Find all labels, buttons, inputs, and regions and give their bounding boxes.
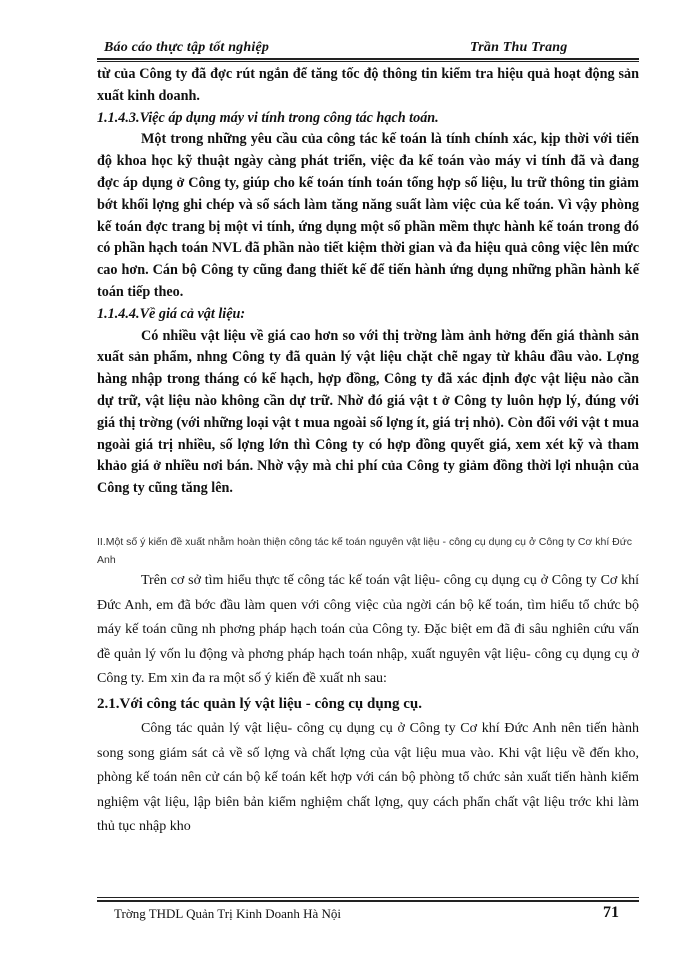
footer-rule-thick [97,900,639,902]
heading-1-1-4-4: 1.1.4.4.Về giá cả vật liệu: [97,305,246,322]
paragraph-intro: từ của Công ty đã đợc rút ngắn để tăng tốc độ thông tin kiểm tra hiệu quả hoạt động sản xuất kinh doanh. [97,66,639,104]
paragraph-1-1-4-4: Có nhiều vật liệu về giá cao hơn so với thị trờng làm ảnh hởng đến giá thành sản xuất sản phẩm, nhng Công ty đã quản lý vật liệu chặt chẽ ngay từ khâu đầu vào. Lợng hàng nhập trong tháng có kế hạch, hợp đồng, Công ty đã xác định đợc vật liệu nào cần dự trữ, vật liệu nào không cần dự trữ. Nhờ đó giá vật t ở Công ty luôn hợp lý, đúng với giá thị trờng (với những loại vật t mua ngoài số lợng ít, giá trị nhỏ). Còn đối với vật t mua ngoài giá trị nhiều, số lợng lớn thì Công ty có hợp đồng quyết giá, xem xét kỹ và tham khảo giá ở nhiều nơi bán. Nhờ vậy mà chi phí của Công ty giảm đồng thời lợi nhuận của Công ty cũng tăng lên. [97,327,639,497]
heading-1-1-4-3: 1.1.4.3.Việc áp dụng máy vi tính trong công tác hạch toán. [97,109,439,126]
paragraph-2-1: Công tác quản lý vật liệu- công cụ dụng cụ ở Công ty Cơ khí Đức Anh nên tiến hành song song giám sát cả về số lợng và chất lợng của vật liệu mua vào. Khi vật liệu về đến kho, phòng kế toán nên cử cán bộ kế toán kết hợp với cán bộ phòng tổ chức sản xuất tiến hành kiểm nghiệm vật liệu, lập biên bản kiểm nghiệm chất lợng, quy cách phẩn chất vật liệu trớc khi làm thủ tục nhập kho [97,720,639,835]
page-body [97,64,639,840]
header-author-name: Trần Thu Trang [470,40,568,55]
section-heading-II: II.Một số ý kiến đề xuất nhằm hoàn thiện công tác kế toán nguyên vật liệu - công cụ dụng cụ ở Công ty Cơ khí Đức Anh [97,535,633,566]
header-rule-thick [97,58,639,60]
footer-school-name: Trờng THDL Quản Trị Kinh Doanh Hà Nội [114,906,342,921]
header-rule-thin [97,61,639,62]
page-number: 71 [603,904,619,921]
paragraph-1-1-4-3: Một trong những yêu cầu của công tác kế toán là tính chính xác, kịp thời với tiến độ khoa học kỹ thuật ngày càng phát triển, việc đa kế toán vào máy vi tính đã và đang đợc áp dụng ở Công ty, giúp cho kế toán tính toán tổng hợp số liệu, lu trữ thông tin giảm bớt khối lợng ghi chép và sổ sách làm tăng năng suất làm việc của kế toán. Vì vậy phòng kế toán đợc trang bị một vi tính, ứng dụng một số phần mềm thực hành kế toán trong đó có phần hạch toán NVL đã phần nào tiết kiệm thời gian và đa hiệu quả công việc lên mức cao hơn. Cán bộ Công ty cũng đang thiết kế để tiến hành ứng dụng những phần hành kế toán tiếp theo. [97,131,639,300]
heading-2-1: 2.1.Với công tác quản lý vật liệu - công cụ dụng cụ. [97,695,423,712]
paragraph-II: Trên cơ sở tìm hiểu thực tế công tác kế toán vật liệu- công cụ dụng cụ ở Công ty Cơ khí Đức Anh, em đã bớc đầu làm quen với công việc của ngời cán bộ kế toán, tìm hiểu tổ chức bộ máy kế toán cũng nh phơng pháp hạch toán của Công ty. Đặc biệt em đã đi sâu nghiên cứu vấn đề quản lý vốn lu động và phơng pháp hạch toán nhập, xuất nguyên vật liệu- công cụ dụng cụ ở Công ty. Em xin đa ra một số ý kiến đề xuất nh sau: [97,572,639,687]
header-report-title: Báo cáo thực tập tốt nghiệp [104,40,270,55]
footer-rule-thin [97,897,639,898]
